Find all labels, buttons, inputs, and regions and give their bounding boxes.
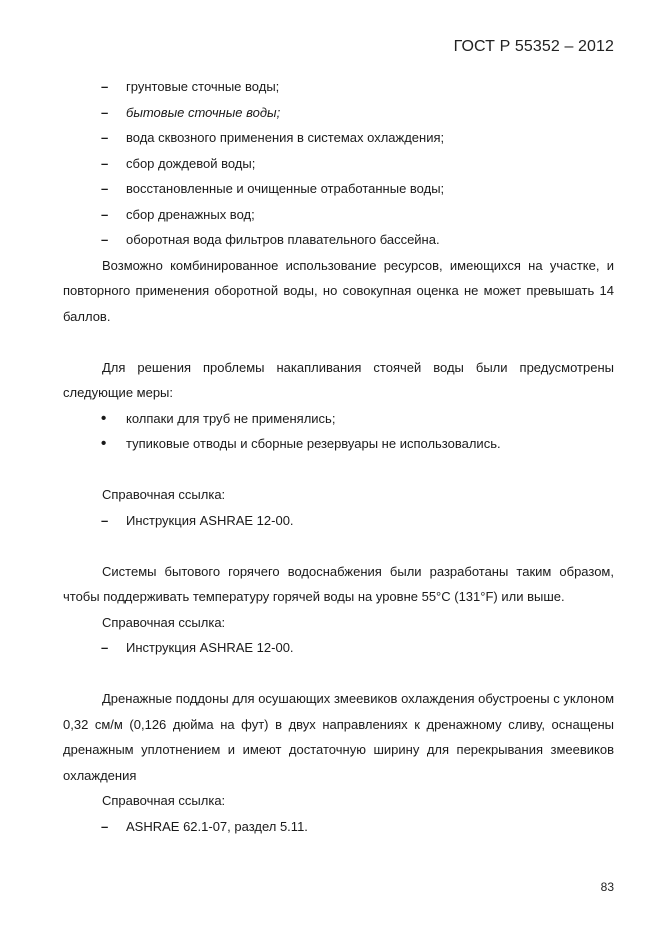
list-item xyxy=(63,151,614,177)
dash-bullet-icon xyxy=(101,176,108,202)
dash-bullet-icon xyxy=(101,125,108,151)
dash-bullet-icon xyxy=(101,74,108,100)
list-item xyxy=(63,202,614,228)
paragraph-drain-pans: Дренажные поддоны для осушающих змеевиков охлаждения обустроены с уклоном 0,32 см/м (0,126 дюйма на фут) в двух направлениях к дренажному сливу, оснащены дренажным уплотнением и имеют достаточную ширину для перекрывания змеевиков охлаждения xyxy=(63,691,614,783)
paragraph-combined-use: Возможно комбинированное использование ресурсов, имеющихся на участке, и повторного применения оборотной воды, но совокупная оценка не может превышать 14 баллов. xyxy=(63,257,614,324)
reference-text: Инструкция ASHRAE 12-00. xyxy=(126,640,294,655)
list-item-text: тупиковые отводы и сборные резервуары не использовались. xyxy=(126,436,501,451)
reference-label: Справочная ссылка: xyxy=(102,487,226,502)
list-item-text: восстановленные и очищенные отработанные воды; xyxy=(126,181,445,196)
reference-label: Справочная ссылка: xyxy=(102,793,226,808)
dash-bullet-icon xyxy=(101,151,108,177)
dash-bullet-icon xyxy=(101,227,108,253)
paragraph-hot-water: Системы бытового горячего водоснабжения были разработаны таким образом, чтобы поддерживать температуру горячей воды на уровне 55°С (131°F) или выше. xyxy=(63,563,614,604)
dash-bullet-icon xyxy=(101,508,108,534)
list-item xyxy=(63,100,614,126)
dash-bullet-icon xyxy=(101,814,108,840)
dash-bullet-icon xyxy=(101,635,108,661)
paragraph-stagnant-water: Для решения проблемы накапливания стоячей воды были предусмотрены следующие меры: xyxy=(63,359,614,400)
reference-label: Справочная ссылка: xyxy=(102,614,226,630)
list-item-text: сбор дождевой воды; xyxy=(126,155,256,171)
list-item-text: грунтовые сточные воды; xyxy=(126,79,280,94)
reference-item xyxy=(63,814,614,840)
list-item xyxy=(63,125,614,151)
list-item-text: колпаки для труб не применялись; xyxy=(126,410,336,426)
list-item-text: сбор дренажных вод; xyxy=(126,206,255,222)
page-content xyxy=(63,74,614,839)
standard-header: ГОСТ Р 55352 – 2012 xyxy=(453,38,614,55)
list-item xyxy=(63,227,614,253)
dash-bullet-icon xyxy=(101,202,108,228)
list-item xyxy=(63,74,614,100)
reference-text: ASHRAE 62.1-07, раздел 5.11. xyxy=(126,818,308,834)
list-item xyxy=(63,406,614,432)
list-item-text: бытовые сточные воды; xyxy=(126,104,281,120)
page-number: 83 xyxy=(600,880,614,894)
reference-item xyxy=(63,635,614,661)
list-item-text: оборотная вода фильтров плавательного бассейна. xyxy=(126,232,440,247)
list-item-text: вода сквозного применения в системах охлаждения; xyxy=(126,130,445,145)
round-bullet-icon xyxy=(101,406,106,432)
reference-text: Инструкция ASHRAE 12-00. xyxy=(126,512,294,528)
dash-bullet-icon xyxy=(101,100,108,126)
list-item xyxy=(63,176,614,202)
reference-item xyxy=(63,508,614,534)
round-bullet-icon xyxy=(101,431,106,457)
list-item xyxy=(63,431,614,457)
